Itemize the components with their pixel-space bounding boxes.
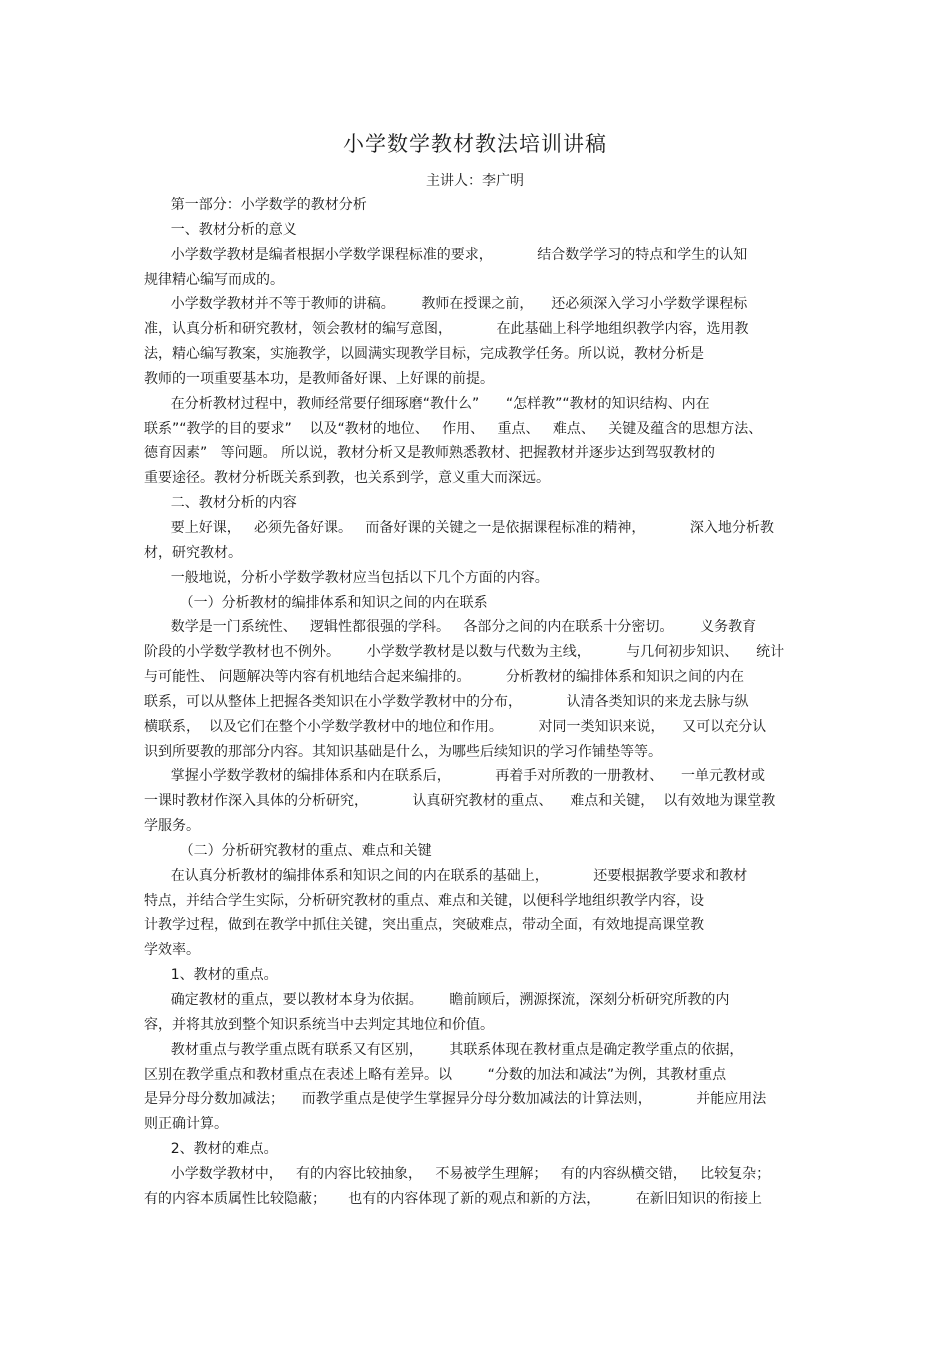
text-line: 容，并将其放到整个知识系统当中去判定其地位和价值。 bbox=[144, 1016, 494, 1033]
text-line: 教师的一项重要基本功，是教师备好课、上好课的前提。 bbox=[144, 370, 494, 387]
text-line: 法，精心编写教案，实施教学，以圆满实现教学目标，完成教学任务。所以说，教材分析是 bbox=[144, 346, 704, 363]
text-line: 一课时教材作深入具体的分析研究， 认真研究教材的重点、 难点和关键， 以有效地为课堂教 bbox=[144, 793, 776, 810]
text-line: 小学数学教材中， 有的内容比较抽象， 不易被学生理解； 有的内容纵横交错， 比较复杂； bbox=[144, 1165, 771, 1182]
text-line: 联系，可以从整体上把握各类知识在小学数学教材中的分布， 认清各类知识的来龙去脉与纵 bbox=[144, 693, 749, 710]
text-line: 联系”“教学的目的要求” 以及“教材的地位、 作用、 重点、 难点、 关键及蕴含的思想方法、 bbox=[144, 420, 763, 437]
text-line: 识到所要教的那部分内容。其知识基础是什么，为哪些后续知识的学习作铺垫等等。 bbox=[144, 743, 662, 760]
text-line: 计教学过程，做到在教学中抓住关键，突出重点，突破难点，带动全面，有效地提高课堂教 bbox=[144, 917, 704, 934]
author-line: 主讲人：李广明 bbox=[426, 173, 524, 189]
text-line: 准，认真分析和研究教材，领会教材的编写意图， 在此基础上科学地组织教学内容，选用教 bbox=[144, 321, 749, 338]
text-line: 教材重点与教学重点既有联系又有区别， 其联系体现在教材重点是确定教学重点的依据， bbox=[144, 1041, 744, 1058]
text-line: （一）分析教材的编排体系和知识之间的内在联系 bbox=[144, 594, 488, 611]
text-line: （二）分析研究教材的重点、难点和关键 bbox=[144, 842, 432, 859]
text-line: 1、教材的重点。 bbox=[144, 967, 278, 984]
text-line: 德育因素” 等问题。 所以说，教材分析又是教师熟悉教材、把握教材并逐步达到驾驭教材的 bbox=[144, 445, 716, 462]
text-line: 材，研究教材。 bbox=[144, 544, 242, 561]
text-line: 数学是一门系统性、 逻辑性都很强的学科。 各部分之间的内在联系十分密切。 义务教育 bbox=[144, 619, 757, 636]
text-line: 小学数学教材并不等于教师的讲稿。 教师在授课之前， 还必须深入学习小学数学课程标 bbox=[144, 296, 748, 313]
text-line: 2、教材的难点。 bbox=[144, 1141, 278, 1158]
text-line: 规律精心编写而成的。 bbox=[144, 271, 284, 288]
text-line: 二、教材分析的内容 bbox=[144, 495, 297, 512]
text-line: 横联系， 以及它们在整个小学数学教材中的地位和作用。 对同一类知识来说， 又可以充分认 bbox=[144, 718, 767, 735]
text-line: 则正确计算。 bbox=[144, 1116, 228, 1133]
text-line: 阶段的小学数学教材也不例外。 小学数学教材是以数与代数为主线， 与几何初步知识、 统计 bbox=[144, 644, 785, 661]
text-line: 一、教材分析的意义 bbox=[144, 221, 297, 238]
text-line: 在分析教材过程中，教师经常要仔细琢磨“教什么” “怎样教”“教材的知识结构、内在 bbox=[144, 395, 710, 412]
text-line: 第一部分：小学数学的教材分析 bbox=[144, 197, 367, 213]
text-line: 是异分母分数加减法； 而教学重点是使学生掌握异分母分数加减法的计算法则， 并能应用法 bbox=[144, 1091, 767, 1108]
text-line: 学效率。 bbox=[144, 942, 200, 959]
document-title: 小学数学教材教法培训讲稿 bbox=[343, 132, 607, 156]
text-line: 重要途径。教材分析既关系到教，也关系到学，意义重大而深远。 bbox=[144, 470, 550, 487]
text-line: 一般地说，分析小学数学教材应当包括以下几个方面的内容。 bbox=[144, 569, 549, 586]
text-line: 小学数学教材是编者根据小学数学课程标准的要求， 结合数学学习的特点和学生的认知 bbox=[144, 246, 748, 263]
text-line: 确定教材的重点，要以教材本身为依据。 瞻前顾后，溯源探流，深刻分析研究所教的内 bbox=[144, 992, 730, 1008]
text-line: 学服务。 bbox=[144, 818, 200, 835]
text-line: 掌握小学数学教材的编排体系和内在联系后， 再着手对所教的一册教材、 一单元教材或 bbox=[144, 768, 766, 785]
text-line: 特点，并结合学生实际，分析研究教材的重点、难点和关键，以便科学地组织教学内容，设 bbox=[144, 892, 704, 909]
document-body bbox=[144, 193, 804, 1212]
text-line: 与可能性、 问题解决等内容有机地结合起来编排的。 分析教材的编排体系和知识之间的内在 bbox=[144, 669, 745, 686]
text-line: 有的内容本质属性比较隐蔽； 也有的内容体现了新的观点和新的方法， 在新旧知识的衔接上 bbox=[144, 1190, 762, 1207]
text-line: 区别在教学重点和教材重点在表述上略有差异。以 “分数的加法和减法”为例，其教材重点 bbox=[144, 1066, 727, 1083]
text-line: 在认真分析教材的编排体系和知识之间的内在联系的基础上， 还要根据教学要求和教材 bbox=[144, 867, 748, 884]
text-line: 要上好课， 必须先备好课。 而备好课的关键之一是依据课程标准的精神， 深入地分析教 bbox=[144, 519, 774, 536]
